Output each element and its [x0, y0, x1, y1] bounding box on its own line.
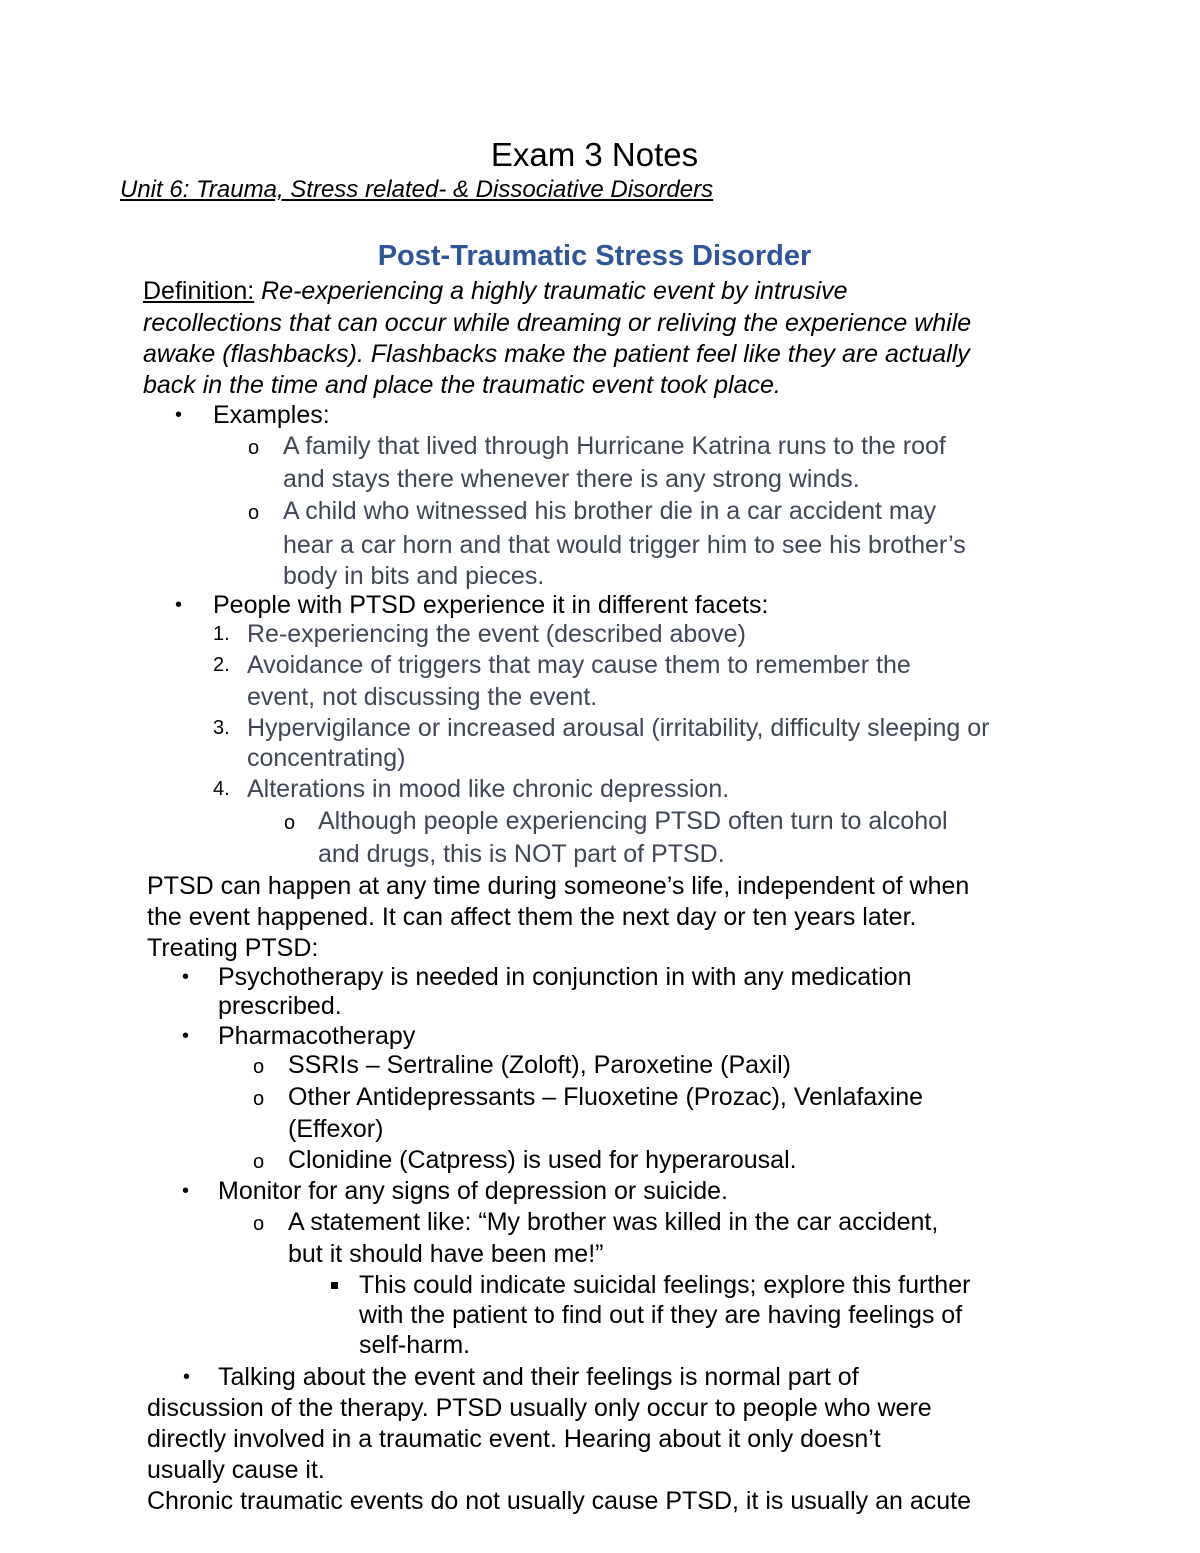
facet-sub-line-2: and drugs, this is NOT part of PTSD.: [318, 840, 725, 868]
bullet-marker: •: [182, 966, 190, 988]
monitor-statement-line-2: but it should have been me!”: [288, 1240, 604, 1268]
onset-line-2: the event happened. It can affect them the next day or ten years later.: [147, 903, 917, 931]
talking-line-3: directly involved in a traumatic event. Hearing about it only doesn’t: [147, 1425, 881, 1453]
list-number: 2.: [213, 654, 230, 676]
onset-line-1: PTSD can happen at any time during someone’s life, independent of when: [147, 872, 970, 900]
circle-marker: o: [253, 1088, 265, 1110]
example-1-line-2: and stays there whenever there is any strong winds.: [283, 465, 860, 493]
example-2-line-3: body in bits and pieces.: [283, 562, 545, 590]
unit-subtitle: Unit 6: Trauma, Stress related- & Dissociative Disorders: [120, 176, 714, 203]
psychotherapy-line-2: prescribed.: [218, 992, 342, 1020]
definition-line-4: back in the time and place the traumatic event took place.: [143, 371, 781, 399]
examples-label: Examples:: [213, 401, 330, 429]
circle-marker: o: [253, 1213, 265, 1235]
monitor-statement-line-1: A statement like: “My brother was killed in the car accident,: [288, 1208, 939, 1236]
facet-sub-line-1: Although people experiencing PTSD often turn to alcohol: [318, 807, 948, 835]
facets-label: People with PTSD experience it in different facets:: [213, 591, 769, 619]
pharm-item-3: Clonidine (Catpress) is used for hyperarousal.: [288, 1146, 797, 1174]
list-number: 1.: [213, 623, 230, 645]
pharm-item-2-line-1: Other Antidepressants – Fluoxetine (Prozac), Venlafaxine: [288, 1083, 924, 1111]
list-number: 4.: [213, 778, 230, 800]
bullet-marker: •: [175, 404, 183, 426]
psychotherapy-line-1: Psychotherapy is needed in conjunction in with any medication: [218, 963, 912, 991]
list-number: 3.: [213, 717, 230, 739]
treating-label: Treating PTSD:: [147, 934, 319, 962]
bullet-marker: •: [182, 1025, 190, 1047]
facet-2-line-2: event, not discussing the event.: [247, 683, 598, 711]
section-heading: Post-Traumatic Stress Disorder: [377, 240, 812, 272]
bullet-marker: •: [175, 594, 183, 616]
talking-line-1: Talking about the event and their feelings is normal part of: [218, 1363, 859, 1391]
definition-line-1: [143, 276, 848, 306]
circle-marker: o: [253, 1151, 265, 1173]
definition-label: Definition:: [143, 277, 255, 305]
example-2-line-1: A child who witnessed his brother die in a car accident may: [283, 497, 937, 525]
pharm-item-2-line-2: (Effexor): [288, 1115, 384, 1143]
monitor-note-line-3: self-harm.: [359, 1331, 471, 1359]
facet-3-line-2: concentrating): [247, 744, 406, 772]
circle-marker: o: [248, 437, 260, 459]
page-title: Exam 3 Notes: [490, 136, 699, 173]
facet-4-line-1: Alterations in mood like chronic depression.: [247, 775, 730, 803]
definition-line-2: recollections that can occur while dreaming or reliving the experience while: [143, 309, 972, 337]
bullet-marker: •: [183, 1366, 191, 1388]
example-1-line-1: A family that lived through Hurricane Katrina runs to the roof: [283, 432, 946, 460]
monitor-note-line-2: with the patient to find out if they are having feelings of: [359, 1301, 963, 1329]
facet-1-line-1: Re-experiencing the event (described above): [247, 620, 746, 648]
facet-2-line-1: Avoidance of triggers that may cause them to remember the: [247, 651, 911, 679]
chronic-line: Chronic traumatic events do not usually cause PTSD, it is usually an acute: [147, 1487, 972, 1515]
example-2-line-2: hear a car horn and that would trigger him to see his brother’s: [283, 531, 966, 559]
circle-marker: o: [248, 502, 260, 524]
pharmacotherapy-label: Pharmacotherapy: [218, 1022, 416, 1050]
talking-line-4: usually cause it.: [147, 1456, 325, 1484]
circle-marker: o: [253, 1056, 265, 1078]
facet-3-line-1: Hypervigilance or increased arousal (irritability, difficulty sleeping or: [247, 714, 990, 742]
talking-line-2: discussion of the therapy. PTSD usually only occur to people who were: [147, 1394, 932, 1422]
monitor-note-line-1: This could indicate suicidal feelings; explore this further: [359, 1271, 971, 1299]
definition-line-3: awake (flashbacks). Flashbacks make the patient feel like they are actually: [143, 340, 970, 368]
circle-marker: o: [284, 812, 296, 834]
monitor-label: Monitor for any signs of depression or suicide.: [218, 1177, 728, 1205]
square-bullet-icon: [331, 1282, 338, 1289]
bullet-marker: •: [182, 1180, 190, 1202]
definition-text: Re-experiencing a highly traumatic event by intrusive: [261, 277, 848, 305]
pharm-item-1: SSRIs – Sertraline (Zoloft), Paroxetine (Paxil): [288, 1051, 791, 1079]
